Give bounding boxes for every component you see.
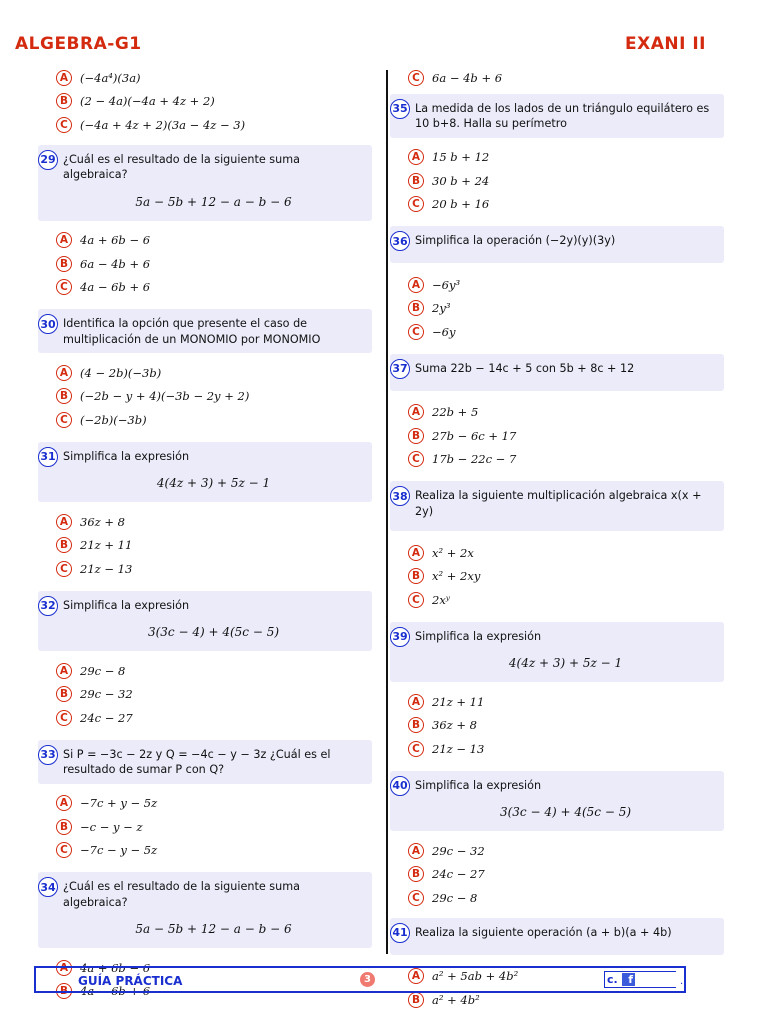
option [38,683,372,707]
option-letter: A [56,663,72,679]
question-text: Simplifica la expresión [415,778,542,792]
option [38,510,372,534]
option-text: 4a + 6b − 6 [80,960,151,975]
option [390,146,724,170]
options-list [38,659,372,730]
options-list [38,361,372,432]
footer-link-box[interactable] [604,971,676,988]
question-box [38,442,372,503]
option-text: (−2b − y + 4)(−3b − 2y + 2) [80,389,250,404]
question-number: 29 [38,150,58,170]
question-number: 31 [38,447,58,467]
option [390,66,724,90]
footer-dot: . [680,976,684,987]
option-letter: A [408,404,424,420]
option-text: 27b − 6c + 17 [432,428,517,443]
question-formula: 5a − 5b + 12 − a − b − 6 [135,922,292,936]
option-text: 22b + 5 [432,405,479,420]
option-text: 4a − 6b + 6 [80,280,151,295]
option [38,276,372,300]
right-top-options [390,66,724,90]
option-letter: B [56,686,72,702]
question-number: 39 [390,627,410,647]
option-text: 4a − 6b + 6 [80,984,151,999]
option-text: 36z + 8 [80,514,125,529]
option-text: (−2b)(−3b) [80,412,147,427]
question-box [390,771,724,832]
option-letter: C [56,279,72,295]
option-letter: B [408,300,424,316]
question-number: 41 [390,923,410,943]
question-box [38,145,372,221]
option-letter: B [408,992,424,1008]
option [390,737,724,761]
option-letter: B [56,388,72,404]
option-letter: C [56,412,72,428]
question-text: Identifica la opción que presente el caso de multiplicación de un MONOMIO por MONOMIO [63,317,321,346]
options-list [38,510,372,581]
option-letter: A [56,514,72,530]
option-letter: B [408,866,424,882]
question-formula: 4(4z + 3) + 5z − 1 [508,656,623,670]
option-letter: A [408,843,424,859]
option-text: 2xʸ [432,592,450,607]
question-text: Simplifica la expresión [63,598,190,612]
option-letter: C [56,842,72,858]
question-text: ¿Cuál es el resultado de la siguiente suma algebraica? [63,152,300,181]
option [38,659,372,683]
option [390,541,724,565]
question-text: Realiza la siguiente operación (a + b)(a + 4b) [415,925,672,939]
question-formula: 4(4z + 3) + 5z − 1 [156,476,271,490]
option-letter: C [408,324,424,340]
question-box [38,872,372,948]
option-text: (2 − 4a)(−4a + 4z + 2) [80,94,215,109]
question-box [38,740,372,784]
option-text: 29c − 8 [432,890,478,905]
option [390,401,724,425]
question-number: 38 [390,486,410,506]
option [38,534,372,558]
question-text: La medida de los lados de un triángulo equilátero es 10 b+8. Halla su perímetro [415,101,710,130]
options-list [390,401,724,472]
option-text: 21z + 11 [432,694,485,709]
option [390,169,724,193]
option-letter: B [56,537,72,553]
option-letter: C [408,592,424,608]
option-text: x² + 2xy [432,569,481,584]
option-letter: C [408,70,424,86]
options-list [390,839,724,910]
question-text: Simplifica la expresión [415,629,542,643]
question-box [390,354,724,391]
option-text: 6a − 4b + 6 [432,70,503,85]
option-letter: A [56,70,72,86]
option-text: −6y [432,324,456,339]
option-text: (4 − 2b)(−3b) [80,365,162,380]
question-box [390,226,724,263]
question-text: Simplifica la expresión [63,449,190,463]
option-text: 29c − 32 [80,687,133,702]
option [38,361,372,385]
column-divider [386,70,388,954]
document-title: ALGEBRA-G1 [15,34,142,54]
option-letter: C [56,117,72,133]
option-text: −6y³ [432,277,461,292]
question-text: Si P = −3c − 2z y Q = −4c − y − 3z ¿Cuál es el resultado de sumar P con Q? [63,747,331,776]
option-text: 29c − 8 [80,663,126,678]
exam-name: EXANI II [625,34,706,54]
option [390,690,724,714]
option-letter: C [408,741,424,757]
question-number: 32 [38,596,58,616]
option-text: a² + 5ab + 4b² [432,969,519,984]
option-letter: A [56,960,72,976]
question-box [390,918,724,955]
option-letter: B [56,93,72,109]
option-letter: B [408,717,424,733]
option [390,886,724,910]
option [38,66,372,90]
option-text: −c − y − z [80,819,143,834]
option-text: a² + 4b² [432,992,480,1007]
question-number: 33 [38,745,58,765]
option [390,273,724,297]
option [38,252,372,276]
option-text: 24c − 27 [80,710,133,725]
question-number: 36 [390,231,410,251]
footer-link-label: c. [607,973,618,986]
option-text: −7c − y − 5z [80,843,158,858]
option-text: 17b − 22c − 7 [432,452,517,467]
option [38,839,372,863]
option-text: (−4a⁴)(3a) [80,70,141,85]
option-letter: C [408,890,424,906]
question-box [390,622,724,683]
option-letter: B [56,983,72,999]
option-text: 4a + 6b − 6 [80,233,151,248]
question-box [38,309,372,353]
options-list [390,273,724,344]
option-text: 2y³ [432,301,451,316]
option [390,297,724,321]
question-text: Suma 22b − 14c + 5 con 5b + 8c + 12 [415,361,635,375]
option-letter: A [56,365,72,381]
options-list [38,229,372,300]
option [38,706,372,730]
option-text: 21z − 13 [80,561,133,576]
option-text: −7c + y − 5z [80,796,158,811]
option-letter: C [408,451,424,467]
option-text: 15 b + 12 [432,150,490,165]
option [390,193,724,217]
option-letter: A [408,545,424,561]
option [38,408,372,432]
option [390,588,724,612]
option-letter: B [408,173,424,189]
option-text: 36z + 8 [432,718,477,733]
question-box [390,481,724,531]
left-column [38,66,372,1003]
question-text: Simplifica la operación (−2y)(y)(3y) [415,234,616,247]
option-letter: A [408,149,424,165]
option [390,839,724,863]
question-box [390,94,724,138]
option [390,448,724,472]
option-text: 20 b + 16 [432,197,490,212]
option-text: 29c − 32 [432,843,485,858]
option [390,863,724,887]
facebook-icon[interactable]: f [622,973,635,986]
option-letter: A [408,694,424,710]
question-number: 34 [38,877,58,897]
option-letter: C [56,710,72,726]
option [38,557,372,581]
question-text: Realiza la siguiente multiplicación algebraica x(x + 2y) [415,489,702,518]
option [390,424,724,448]
option [390,565,724,589]
question-number: 35 [390,99,410,119]
question-formula: 3(3c − 4) + 4(5c − 5) [499,805,632,819]
right-column [390,66,724,1012]
option-letter: A [408,277,424,293]
question-text: ¿Cuál es el resultado de la siguiente suma algebraica? [63,880,300,909]
question-box [38,591,372,652]
option-letter: B [408,568,424,584]
option-letter: A [408,968,424,984]
option [38,113,372,137]
option-letter: B [56,256,72,272]
option-text: 24c − 27 [432,867,485,882]
option [38,792,372,816]
question-number: 40 [390,776,410,796]
footer-bar [34,966,686,993]
question-number: 37 [390,359,410,379]
option-text: x² + 2x [432,545,474,560]
question-formula: 5a − 5b + 12 − a − b − 6 [135,194,292,209]
option [38,90,372,114]
option-text: (−4a + 4z + 2)(3a − 4z − 3) [80,117,246,132]
option [38,815,372,839]
option-text: 21z − 13 [432,741,485,756]
options-list [390,690,724,761]
option-text: 6a − 4b + 6 [80,256,151,271]
option-letter: C [408,196,424,212]
option [390,320,724,344]
option [38,229,372,253]
option [390,714,724,738]
footer-title: GUÍA PRÁCTICA [78,974,183,988]
option-letter: A [56,795,72,811]
options-list [390,146,724,217]
options-list [390,541,724,612]
option-letter: A [56,232,72,248]
option-letter: B [408,428,424,444]
option-text: 30 b + 24 [432,173,490,188]
question-formula: 3(3c − 4) + 4(5c − 5) [147,625,280,639]
question-number: 30 [38,314,58,334]
option-letter: C [56,561,72,577]
left-top-options [38,66,372,137]
option-text: 21z + 11 [80,538,133,553]
option-letter: B [56,819,72,835]
options-list [38,792,372,863]
page-number: 3 [360,972,375,987]
option [38,385,372,409]
